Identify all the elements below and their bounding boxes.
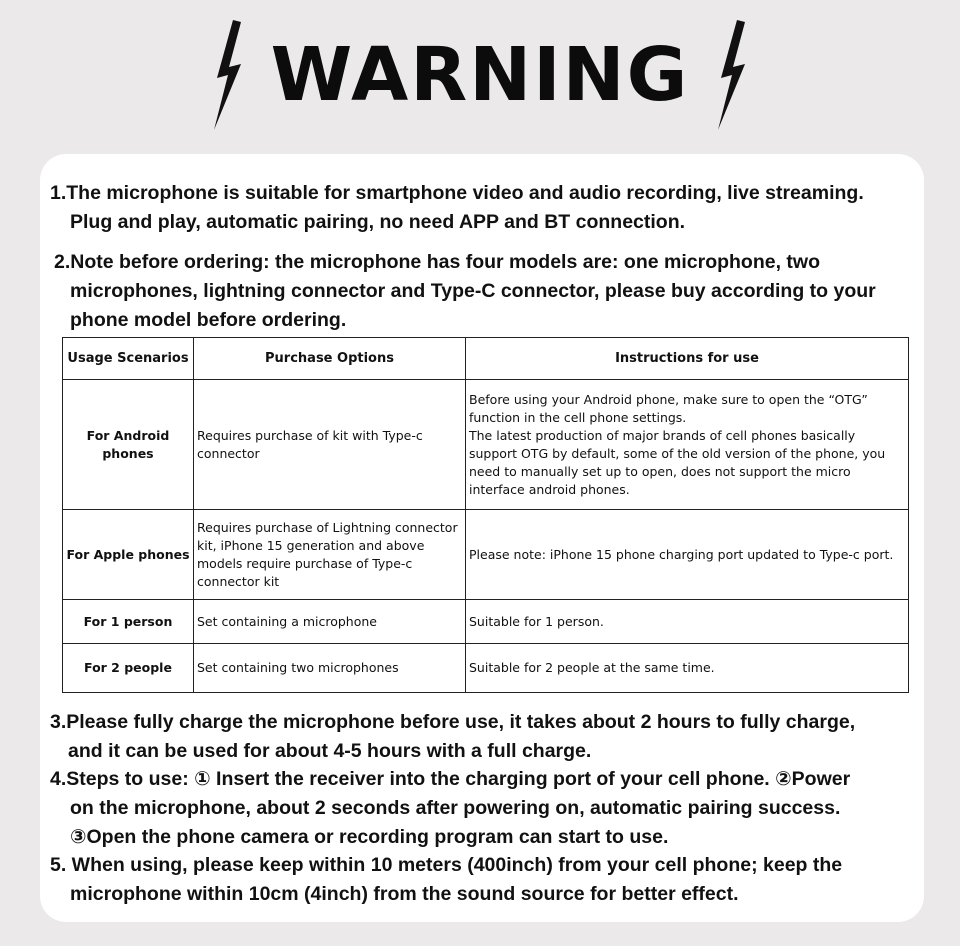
paragraph-5-line-1: 5. When using, please keep within 10 meters (400inch) from your cell phone; keep the	[50, 854, 843, 876]
table-header-row	[63, 338, 909, 380]
paragraph-2-line-1: 2.Note before ordering: the microphone has four models are: one microphone, two	[54, 251, 821, 273]
option-line: connector kit	[197, 573, 280, 589]
paragraph-4	[50, 765, 922, 852]
paragraph-3-line-2: and it can be used for about 4-5 hours with a full charge.	[68, 740, 592, 762]
paragraph-3-line-1: 3.Please fully charge the microphone before use, it takes about 2 hours to fully charge,	[50, 711, 856, 733]
paragraph-1	[50, 179, 922, 237]
warning-title: WARNING	[270, 32, 690, 118]
table-row	[63, 380, 909, 510]
column-header: Instructions for use	[466, 338, 909, 380]
purchase-options-table	[62, 337, 909, 693]
paragraph-4-line-3: ③Open the phone camera or recording program can start to use.	[70, 826, 669, 848]
scenario-cell: For 1 person	[63, 600, 194, 644]
instruction-line: function in the cell phone settings.	[469, 409, 687, 425]
paragraph-2	[50, 248, 922, 335]
instruction-line: support OTG by default, some of the old version of the phone, you	[469, 445, 886, 461]
instructions-cell: Suitable for 1 person.	[466, 600, 909, 644]
option-line: models require purchase of Type-c	[197, 555, 413, 571]
option-cell: Set containing a microphone	[194, 600, 466, 644]
option-line: connector	[197, 445, 260, 461]
instructions-cell: Please note: iPhone 15 phone charging port updated to Type-c port.	[466, 510, 909, 600]
table-row	[63, 600, 909, 644]
paragraph-5-line-2: microphone within 10cm (4inch) from the sound source for better effect.	[70, 883, 739, 905]
option-cell: Set containing two microphones	[194, 644, 466, 693]
table-row	[63, 510, 909, 600]
instruction-line: need to manually set up to open, does not support the micro	[469, 463, 851, 479]
option-cell	[194, 510, 466, 600]
paragraph-1-line-2: Plug and play, automatic pairing, no need APP and BT connection.	[70, 211, 686, 233]
scenario-cell: For Android phones	[63, 380, 194, 510]
option-line: Requires purchase of Lightning connector	[197, 519, 458, 535]
scenario-cell: For 2 people	[63, 644, 194, 693]
column-header: Purchase Options	[194, 338, 466, 380]
paragraph-1-line-1: 1.The microphone is suitable for smartphone video and audio recording, live streaming.	[50, 182, 864, 204]
option-line: kit, iPhone 15 generation and above	[197, 537, 425, 553]
option-cell	[194, 380, 466, 510]
instruction-line: The latest production of major brands of cell phones basically	[469, 427, 856, 443]
scenario-cell: For Apple phones	[63, 510, 194, 600]
paragraph-4-line-1: 4.Steps to use: ① Insert the receiver into the charging port of your cell phone. ②Power	[50, 768, 851, 790]
notice-card	[40, 154, 924, 922]
paragraph-3	[50, 708, 922, 766]
table-row	[63, 644, 909, 693]
option-line: Requires purchase of kit with Type-c	[197, 427, 423, 443]
column-header: Usage Scenarios	[63, 338, 194, 380]
paragraph-5	[50, 851, 922, 909]
paragraph-2-line-3: phone model before ordering.	[70, 309, 347, 331]
instruction-line: Before using your Android phone, make sure to open the “OTG”	[469, 391, 868, 407]
instructions-cell: Suitable for 2 people at the same time.	[466, 644, 909, 693]
lightning-bolt-icon	[715, 20, 749, 130]
instruction-line: interface android phones.	[469, 481, 630, 497]
lightning-bolt-icon	[211, 20, 245, 130]
paragraph-4-line-2: on the microphone, about 2 seconds after powering on, automatic pairing success.	[70, 797, 841, 819]
paragraph-2-line-2: microphones, lightning connector and Type-C connector, please buy according to your	[70, 280, 876, 302]
instructions-cell	[466, 380, 909, 510]
warning-header	[0, 14, 960, 136]
